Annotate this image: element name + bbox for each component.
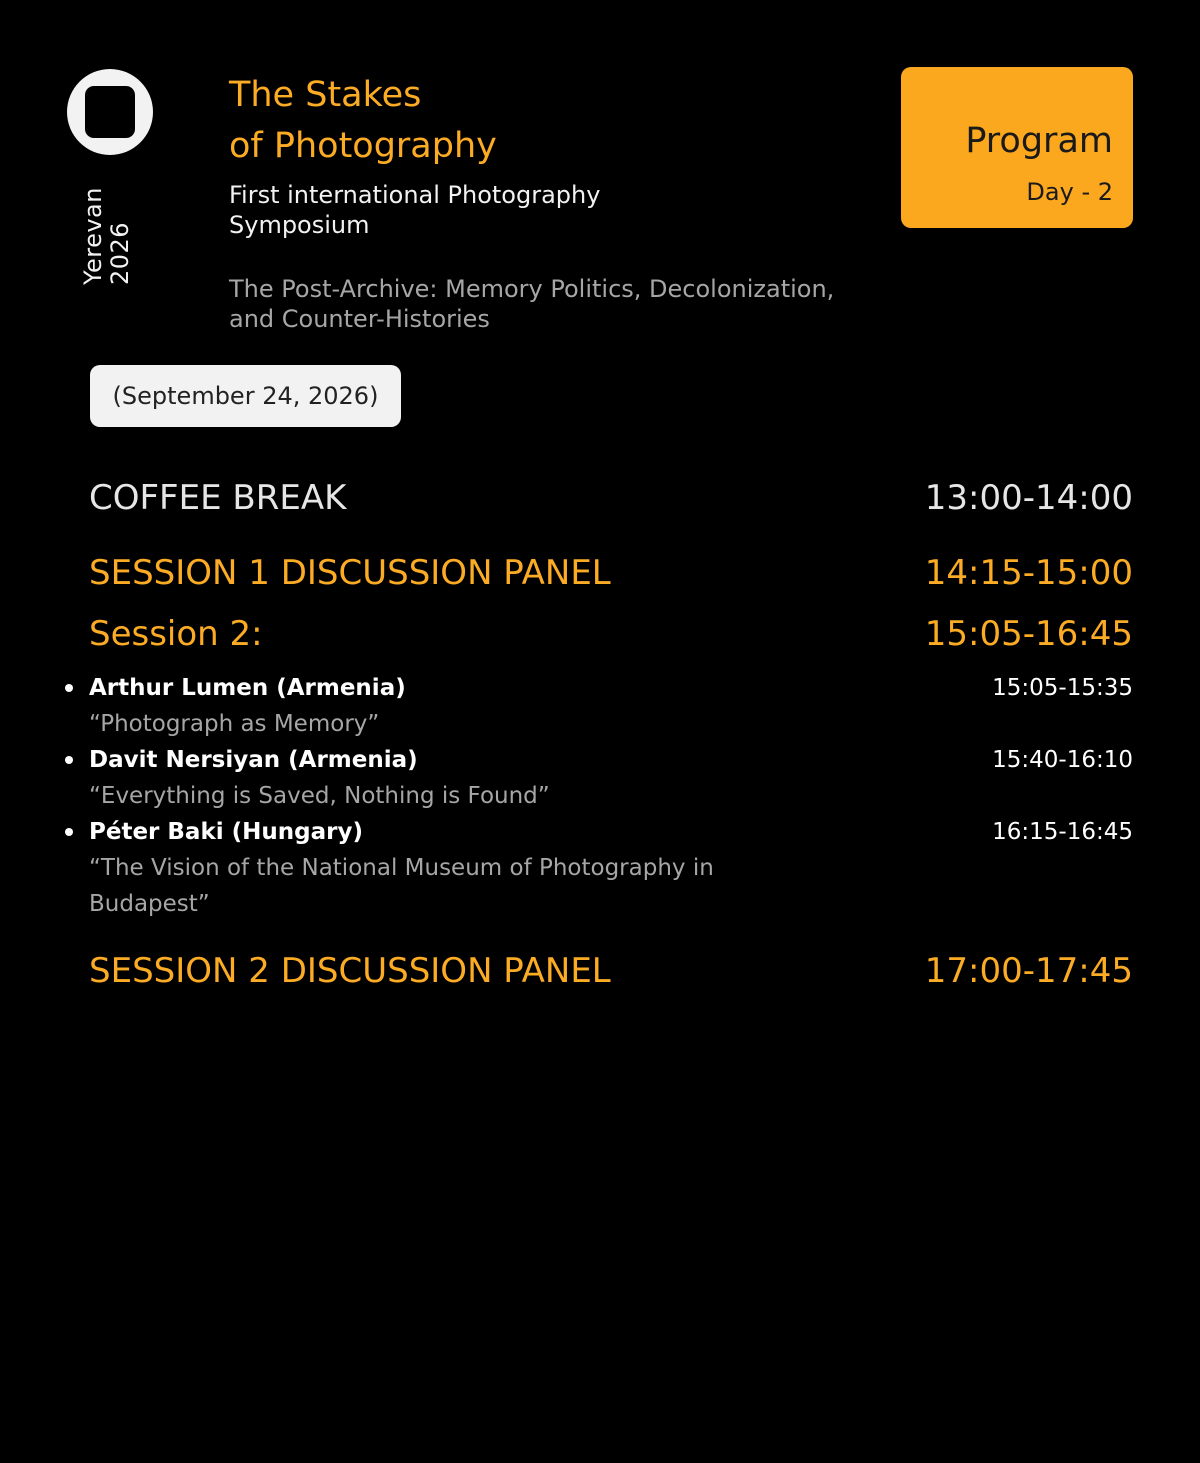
subtitle: First international Photography Symposium [229, 181, 601, 239]
program-label: Program [965, 121, 1113, 161]
session2-label: Session 2: [89, 614, 263, 654]
speaker-name: Davit Nersiyan (Armenia) [89, 747, 418, 773]
session2-panel-time: 17:00-17:45 [924, 951, 1133, 991]
bullet-icon [64, 670, 74, 706]
coffee-break-row [89, 476, 1133, 520]
logo-square-icon [85, 86, 135, 138]
speaker-time: 15:05-15:35 [992, 675, 1133, 701]
talk-title: “Everything is Saved, Nothing is Found” [89, 783, 550, 809]
speaker-time: 15:40-16:10 [992, 747, 1133, 773]
page-title [229, 70, 497, 172]
year-label: 2026 [106, 221, 134, 285]
speaker-name: Péter Baki (Hungary) [89, 819, 363, 845]
location-year [80, 187, 134, 285]
session2-panel-row [89, 949, 1133, 993]
speaker-item [89, 742, 1133, 814]
coffee-break-label: COFFEE BREAK [89, 478, 347, 518]
session2-row [89, 612, 1133, 656]
coffee-break-time: 13:00-14:00 [924, 478, 1133, 518]
speaker-time: 16:15-16:45 [992, 819, 1133, 845]
speaker-item [89, 670, 1133, 742]
speaker-name: Arthur Lumen (Armenia) [89, 675, 406, 701]
bullet-icon [64, 814, 74, 850]
speaker-item [89, 814, 1133, 922]
logo [67, 69, 153, 155]
talk-title: “Photograph as Memory” [89, 711, 380, 737]
bullet-icon [64, 742, 74, 778]
day-label: Day - 2 [1026, 178, 1113, 206]
date-pill: (September 24, 2026) [90, 365, 401, 427]
program-badge [901, 67, 1133, 228]
session2-time: 15:05-16:45 [924, 614, 1133, 654]
session1-panel-label: SESSION 1 DISCUSSION PANEL [89, 553, 611, 593]
theme: The Post-Archive: Memory Politics, Decolonization, and Counter-Histories [229, 275, 835, 333]
talk-title: “The Vision of the National Museum of Photography in Budapest” [89, 855, 714, 917]
title-line-1: The Stakes [229, 75, 422, 115]
session2-panel-label: SESSION 2 DISCUSSION PANEL [89, 951, 611, 991]
session1-panel-time: 14:15-15:00 [924, 553, 1133, 593]
title-line-2: of Photography [229, 126, 497, 166]
city-label: Yerevan [79, 187, 107, 285]
session1-panel-row [89, 551, 1133, 595]
